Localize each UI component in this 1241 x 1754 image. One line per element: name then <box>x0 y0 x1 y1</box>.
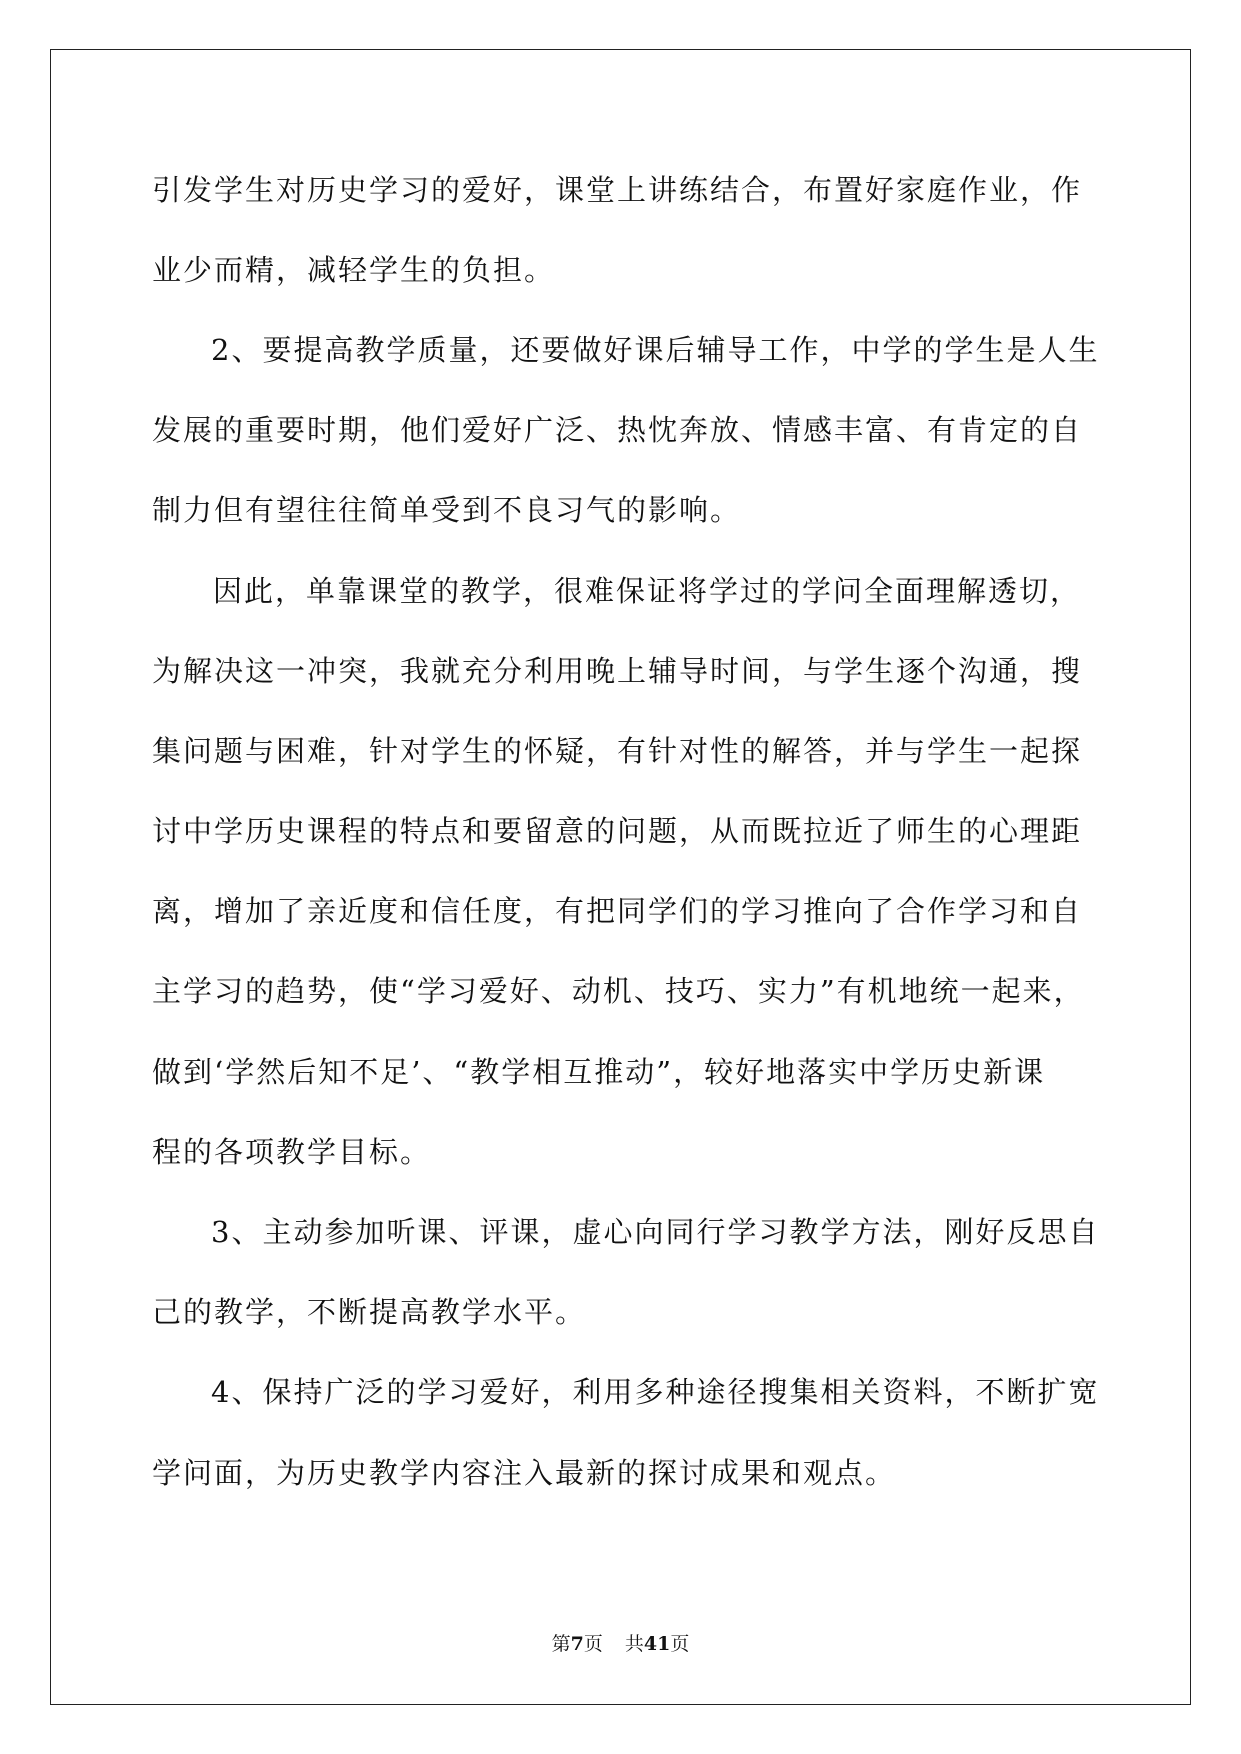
text-line: 己的教学，不断提高教学水平。 <box>152 1295 587 1329</box>
text-line: 主学习的趋势，使“学习爱好、动机、技巧、实力”有机地统一起来， <box>152 974 1085 1008</box>
text-line: 程的各项教学目标。 <box>152 1135 432 1169</box>
text-line: 离，增加了亲近度和信任度，有把同学们的学习推向了合作学习和自 <box>152 894 1083 928</box>
text-line: 4、保持广泛的学习爱好，利用多种途径搜集相关资料，不断扩宽 <box>211 1375 1100 1409</box>
text-line: 讨中学历史课程的特点和要留意的问题，从而既拉近了师生的心理距 <box>152 814 1083 848</box>
total-suffix: 页 <box>670 1633 690 1655</box>
text-line: 2、要提高教学质量，还要做好课后辅导工作，中学的学生是人生 <box>211 333 1100 367</box>
text-line: 集问题与困难，针对学生的怀疑，有针对性的解答，并与学生一起探 <box>152 734 1083 768</box>
text-line: 学问面，为历史教学内容注入最新的探讨成果和观点。 <box>152 1456 897 1490</box>
page-prefix: 第 <box>551 1633 571 1655</box>
text-line: 3、主动参加听课、评课，虚心向同行学习教学方法，刚好反思自 <box>211 1215 1100 1249</box>
text-line: 制力但有望往往简单受到不良习气的影响。 <box>152 493 742 527</box>
text-line: 因此，单靠课堂的教学，很难保证将学过的学问全面理解透切， <box>213 574 1082 608</box>
page-number: 7 <box>570 1633 584 1655</box>
text-line: 业少而精，减轻学生的负担。 <box>152 253 556 287</box>
total-prefix: 共 <box>624 1633 644 1655</box>
total-pages: 41 <box>643 1633 671 1655</box>
page-footer <box>0 1632 1241 1656</box>
page-suffix: 页 <box>583 1633 603 1655</box>
text-line: 做到‘学然后知不足’、“教学相互推动”，较好地落实中学历史新课 <box>152 1055 1046 1089</box>
text-line: 引发学生对历史学习的爱好，课堂上讲练结合，布置好家庭作业，作 <box>152 173 1083 207</box>
text-line: 发展的重要时期，他们爱好广泛、热忱奔放、情感丰富、有肯定的自 <box>152 413 1083 447</box>
text-line: 为解决这一冲突，我就充分利用晚上辅导时间，与学生逐个沟通，搜 <box>152 654 1083 688</box>
